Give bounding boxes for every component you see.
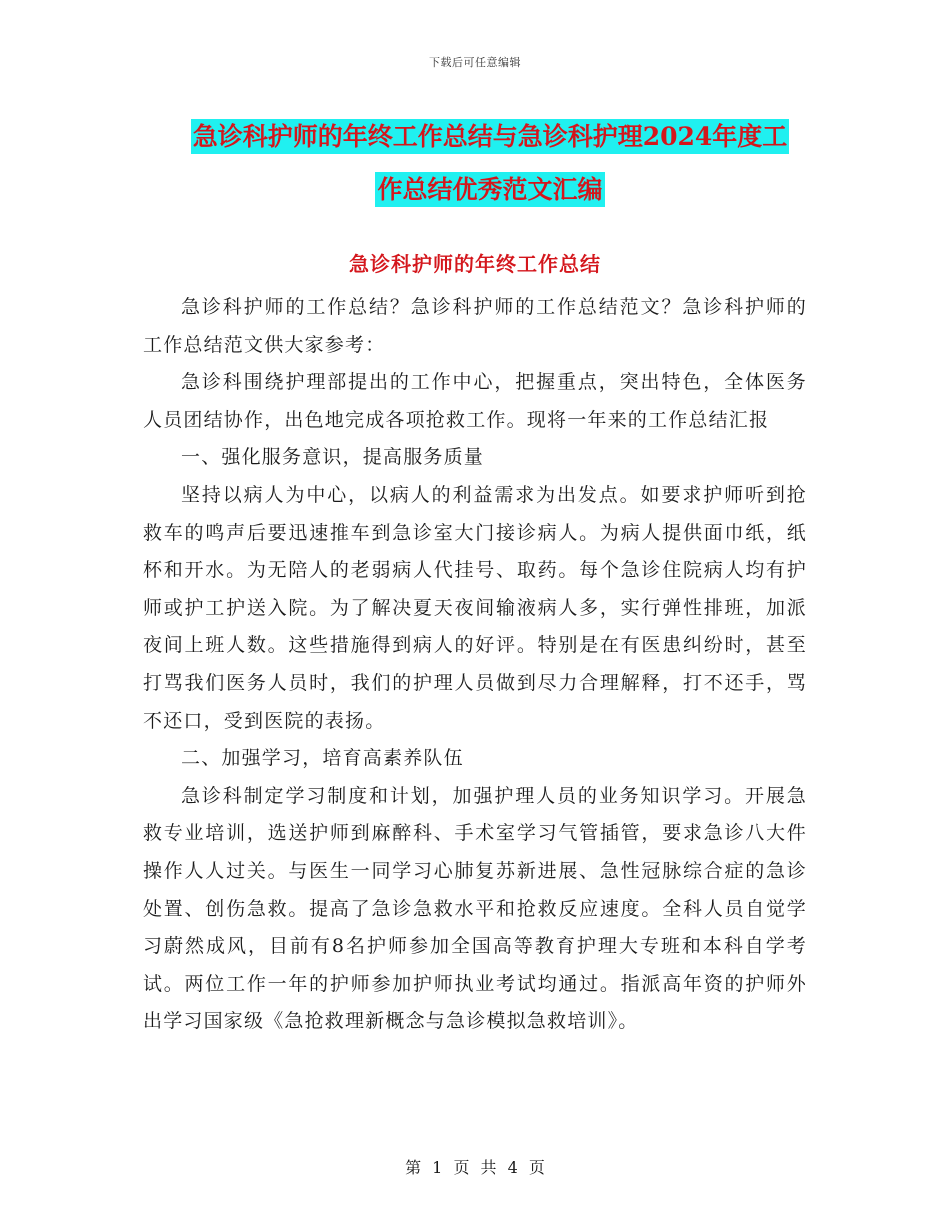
section-title: 急诊科护师的年终工作总结	[349, 252, 601, 276]
body-text	[143, 289, 807, 1041]
header-note: 下载后可任意编辑	[429, 56, 521, 69]
page-number-footer: 第 1 页 共 4 页	[405, 1158, 545, 1177]
paragraph-intro: 急诊科护师的工作总结？急诊科护师的工作总结范文？急诊科护师的工作总结范文供大家参考：	[143, 296, 807, 356]
paragraph-service: 坚持以病人为中心，以病人的利益需求为出发点。如要求护师听到抢救车的鸣声后要迅速推车到急诊室大门接诊病人。为病人提供面巾纸，纸杯和开水。为无陪人的老弱病人代挂号、取药。每个急诊住院病人均有护师或护工护送入院。为了解决夏天夜间输液病人多，实行弹性排班，加派夜间上班人数。这些措施得到病人的好评。特别是在有医患纠纷时，甚至打骂我们医务人员时，我们的护理人员做到尽力合理解释，打不还手，骂不还口，受到医院的表扬。	[143, 483, 807, 732]
document-title-line-2: 作总结优秀范文汇编	[375, 172, 604, 207]
subheading-training: 二、加强学习，培育高素养队伍	[181, 747, 464, 770]
document-title-line-1: 急诊科护师的年终工作总结与急诊科护理2024年度工	[191, 119, 790, 154]
document-title	[140, 110, 840, 216]
subheading-service: 一、强化服务意识，提高服务质量	[181, 446, 485, 469]
paragraph-overview: 急诊科围绕护理部提出的工作中心，把握重点，突出特色，全体医务人员团结协作，出色地完成各项抢救工作。现将一年来的工作总结汇报	[143, 371, 807, 431]
paragraph-training: 急诊科制定学习制度和计划，加强护理人员的业务知识学习。开展急救专业培训，选送护师到麻醉科、手术室学习气管插管，要求急诊八大件操作人人过关。与医生一同学习心肺复苏新进展、急性冠脉综合症的急诊处置、创伤急救。提高了急诊急救水平和抢救反应速度。全科人员自觉学习蔚然成风，目前有8名护师参加全国高等教育护理大专班和本科自学考试。两位工作一年的护师参加护师执业考试均通过。指派高年资的护师外出学习国家级《急抢救理新概念与急诊模拟急救培训》。	[143, 784, 807, 1033]
